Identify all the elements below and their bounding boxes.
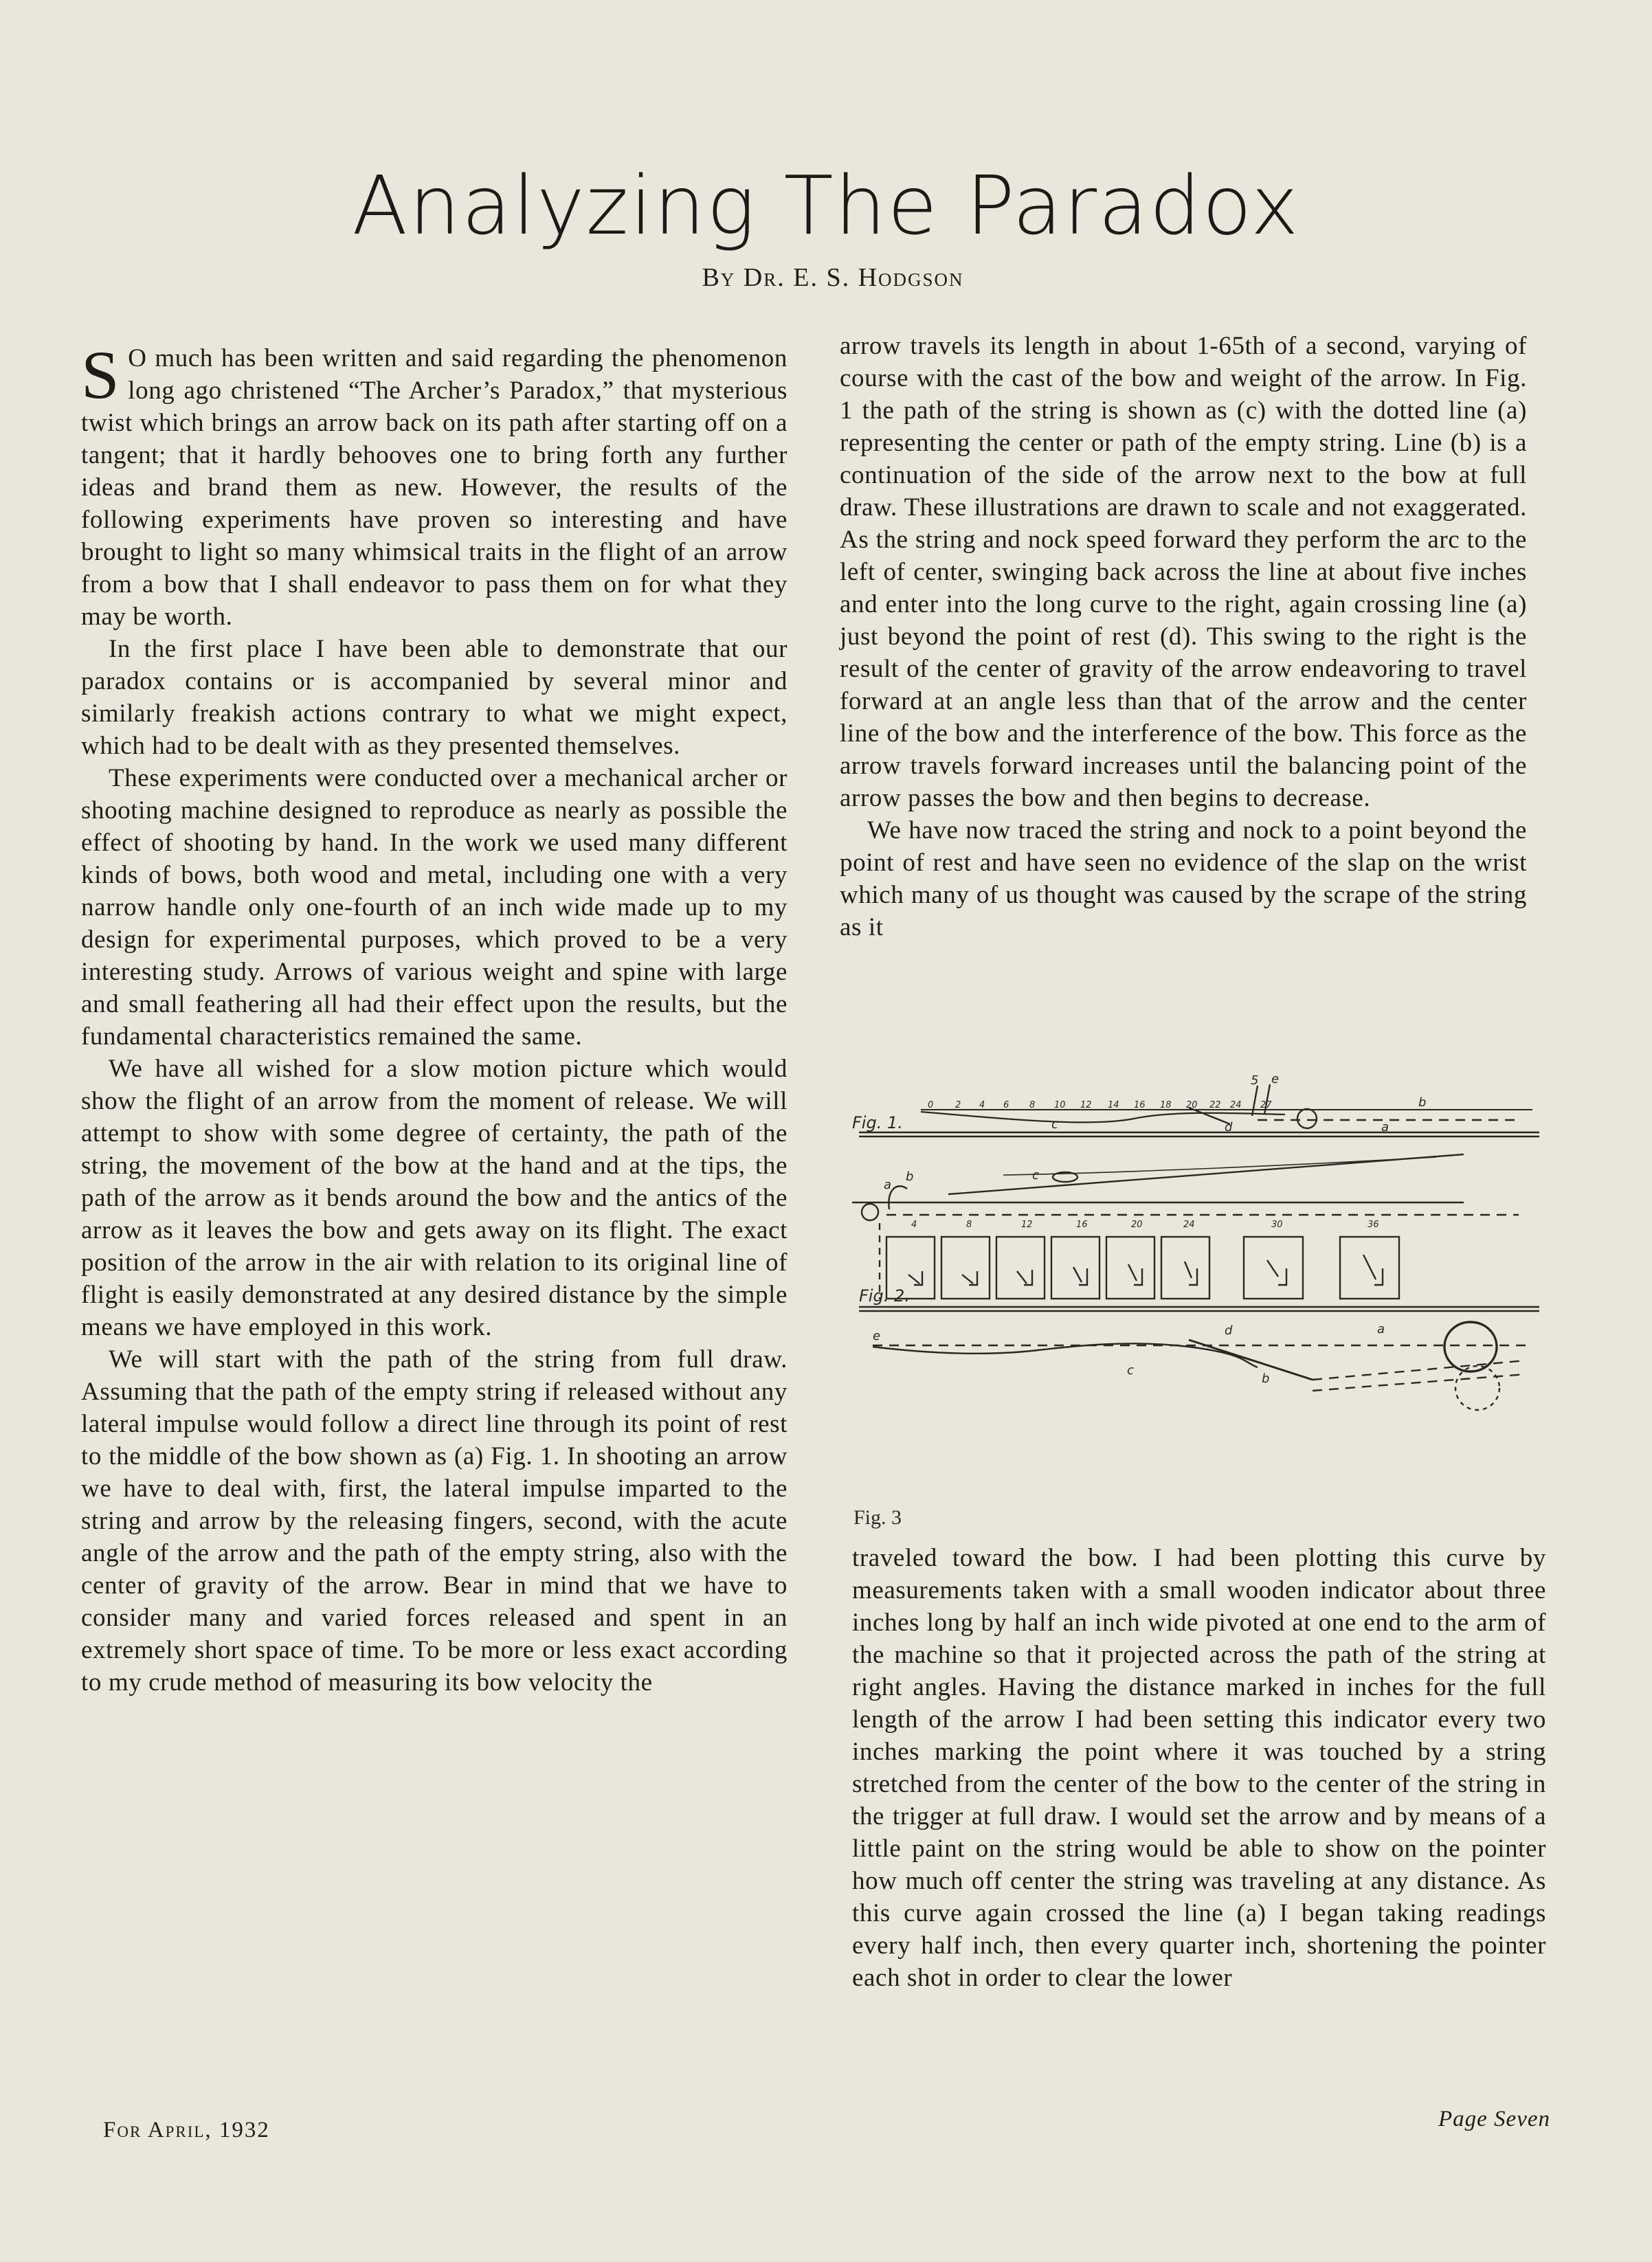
paragraph-1: S O much has been written and said regarding the phenomenon long ago christened “The Archer’s Paradox,” that mysterious twist which brings an arrow back on its path after starting off on a tangent; that it hardly behooves one to bring forth any further ideas and brand them as new. However, the results of the following experiments have proven so interesting and have brought to light so many whimsical traits in the flight of an arrow from a bow that I shall endeavor to pass them on for what they may be worth. [81, 337, 788, 631]
fig1-tick: 14 [1108, 1100, 1119, 1110]
fig1-tick: 20 [1186, 1100, 1198, 1110]
figures-svg [845, 1072, 1546, 1539]
fig2-ticks [911, 1220, 1379, 1230]
article-byline: By Dr. E. S. Hodgson [702, 263, 964, 292]
fig3-label: Fig. 3 [853, 1506, 902, 1529]
fig2-frames [886, 1237, 1399, 1299]
right-column-bottom [852, 1542, 1546, 1994]
fig1-tick: 8 [1029, 1100, 1036, 1110]
fig2-tick: 20 [1131, 1220, 1143, 1230]
fig3-string-path [873, 1343, 1258, 1367]
fig1-letter-b: b [1418, 1095, 1427, 1110]
fig3-letter-e: e [873, 1329, 881, 1343]
fig1-letter-a: a [1381, 1120, 1389, 1134]
fig1-letter-d: d [1225, 1120, 1233, 1134]
fig1-letter-c: c [1051, 1117, 1058, 1132]
fig1-tick: 22 [1209, 1100, 1221, 1110]
fig2-tick: 30 [1271, 1220, 1283, 1230]
fig1-tick: 6 [1003, 1100, 1009, 1110]
fig1-tick: 27 [1260, 1100, 1272, 1110]
fig3-letter-b: b [1262, 1371, 1270, 1386]
fig3-letter-c: c [1127, 1363, 1134, 1378]
drop-cap: S [81, 337, 120, 413]
fig1-tick: 0 [928, 1100, 934, 1110]
fig2-tick: 8 [966, 1220, 972, 1230]
fig2-tick: 4 [911, 1220, 917, 1230]
fig2-letter-b: b [906, 1169, 914, 1184]
fig1-tick: 2 [955, 1100, 961, 1110]
fig1-tick: 18 [1160, 1100, 1172, 1110]
paragraph-5: We will start with the path of the string from full draw. Assuming that the path of the empty string if released without any lateral impulse would follow a direct line through its point of rest to the middle of the bow shown as (a) Fig. 1. In shooting an arrow we have to deal with, first, the lateral impulse imparted to the string and arrow by the releasing fingers, second, with the acute angle of the arrow and the path of the empty string, also with the center of gravity of the arrow. Bear in mind that we have to consider many and varied forces released and spent in an extremely short space of time. To be more or less exact according to my crude method of measuring its bow velocity the [81, 1345, 788, 1697]
fig3-letter-a: a [1377, 1322, 1385, 1336]
fig1-ticks [928, 1100, 1272, 1110]
footer-page-number: Page Seven [1438, 2107, 1550, 2131]
fig1-tick: 24 [1230, 1100, 1242, 1110]
right-column-top [840, 330, 1527, 943]
fig2-tick: 24 [1183, 1220, 1195, 1230]
fig2-tick: 36 [1368, 1220, 1379, 1230]
fig1-label: Fig. 1. [852, 1113, 903, 1132]
fig1-tick: 4 [979, 1100, 985, 1110]
paragraph-4: We have all wished for a slow motion picture which would show the flight of an arrow from the moment of release. We will attempt to show with some degree of certainty, the path of the string, the movement of the bow at the hand and at the tips, the path of the arrow as it bends around the bow and the antics of the arrow as it leaves the bow and gets away on its flight. The exact position of the arrow in the air with relation to its original line of flight is easily demonstrated at any desired distance by the simple means we have employed in this work. [81, 1055, 788, 1341]
fig1-tick: 16 [1134, 1100, 1146, 1110]
footer-date: For April, 1932 [103, 2118, 270, 2142]
fig1-letter-5: 5 [1251, 1073, 1259, 1088]
paragraph-6: arrow travels its length in about 1-65th of a second, varying of course with the cast of the bow and weight of the arrow. In Fig. 1 the path of the string is shown as (c) with the dotted line (a) representing the center or path of the empty string. Line (b) is a continuation of the side of the arrow next to the bow at full draw. These illustrations are drawn to scale and not exaggerated. As the string and nock speed forward they perform the arc to the left of center, swinging back across the line at about five inches and enter into the long curve to the right, again crossing line (a) just beyond the point of rest (d). This swing to the right is the result of the center of gravity of the arrow endeavoring to travel forward at an angle less than that of the arrow and the center line of the bow and the interference of the bow. This force as the arrow travels forward increases until the balancing point of the arrow passes the bow and then begins to decrease. [840, 332, 1527, 812]
fig2-label: Fig. 2. [859, 1286, 910, 1306]
fig2-tick: 12 [1021, 1220, 1033, 1230]
left-column [81, 337, 788, 1699]
figures-illustration [845, 1072, 1546, 1539]
fig2-letter-a: a [884, 1178, 892, 1192]
paragraph-2: In the first place I have been able to demonstrate that our paradox contains or is accompanied by several minor and similarly freakish actions contrary to what we might expect, which had to be dealt with as they presented themselves. [81, 635, 788, 760]
paragraph-8: traveled toward the bow. I had been plotting this curve by measurements taken with a small wooden indicator about three inches long by half an inch wide pivoted at one end to the arm of the machine so that it projected across the path of the string at right angles. Having the distance marked in inches for the full length of the arrow I had been setting this indicator every two inches marking the point where it was touched by a string stretched from the center of the bow to the center of the string in the trigger at full draw. I would set the arrow and by means of a little paint on the string would be able to show on the pointer how much off center the string was traveling at any distance. As this curve again crossed the line (a) I began taking readings every half inch, then every quarter inch, shortening the pointer each shot in order to clear the lower [852, 1544, 1546, 1992]
fig2-tick: 16 [1076, 1220, 1088, 1230]
fig1-tick: 10 [1054, 1100, 1066, 1110]
paragraph-7: We have now traced the string and nock to a point beyond the point of rest and have seen no evidence of the slap on the wrist which many of us thought was caused by the scrape of the string as it [840, 816, 1527, 941]
fig1-letter-e: e [1271, 1072, 1280, 1086]
paragraph-3: These experiments were conducted over a mechanical archer or shooting machine designed to reproduce as nearly as possible the effect of shooting by hand. In the work we used many different kinds of bows, both wood and metal, including one with a very narrow handle only one-fourth of an inch wide made up to my design for experimental purposes, which proved to be a very interesting study. Arrows of various weight and spine with large and small feathering all had their effect upon the results, but the fundamental characteristics remained the same. [81, 764, 788, 1051]
article-title: Analyzing The Paradox [352, 158, 1300, 253]
fig3-letter-d: d [1225, 1323, 1233, 1338]
fig2-letter-c: c [1032, 1168, 1039, 1183]
fig1-bow-circle [1297, 1109, 1317, 1128]
fig1-tick: 12 [1080, 1100, 1092, 1110]
